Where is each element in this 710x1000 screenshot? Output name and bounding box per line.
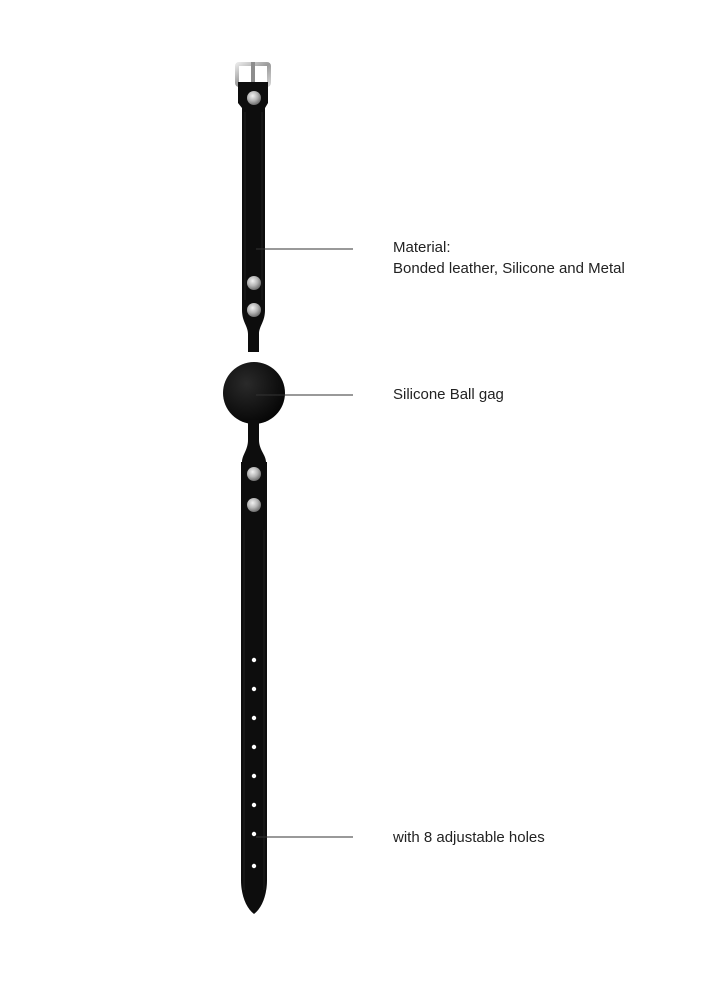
holes-label: with 8 adjustable holes [393, 829, 545, 846]
adjustment-hole [252, 716, 256, 720]
adjustment-hole [252, 864, 256, 868]
adjustment-hole [252, 687, 256, 691]
silicone-ball [223, 362, 285, 424]
rivet-icon [247, 498, 261, 512]
rivet-icon [247, 303, 261, 317]
adjustment-hole [252, 803, 256, 807]
rivet-icon [247, 467, 261, 481]
rivet-icon [247, 91, 261, 105]
material-callout [393, 237, 625, 279]
lower-connector [242, 420, 266, 462]
rivet-icon [247, 276, 261, 290]
holes-callout [393, 827, 545, 848]
adjustment-hole [252, 832, 256, 836]
material-heading: Material: [393, 239, 451, 256]
adjustment-hole [252, 774, 256, 778]
ball-label: Silicone Ball gag [393, 386, 504, 403]
adjustment-hole [252, 745, 256, 749]
ball-callout [393, 384, 504, 405]
material-detail: Bonded leather, Silicone and Metal [393, 260, 625, 277]
adjustment-hole [252, 658, 256, 662]
